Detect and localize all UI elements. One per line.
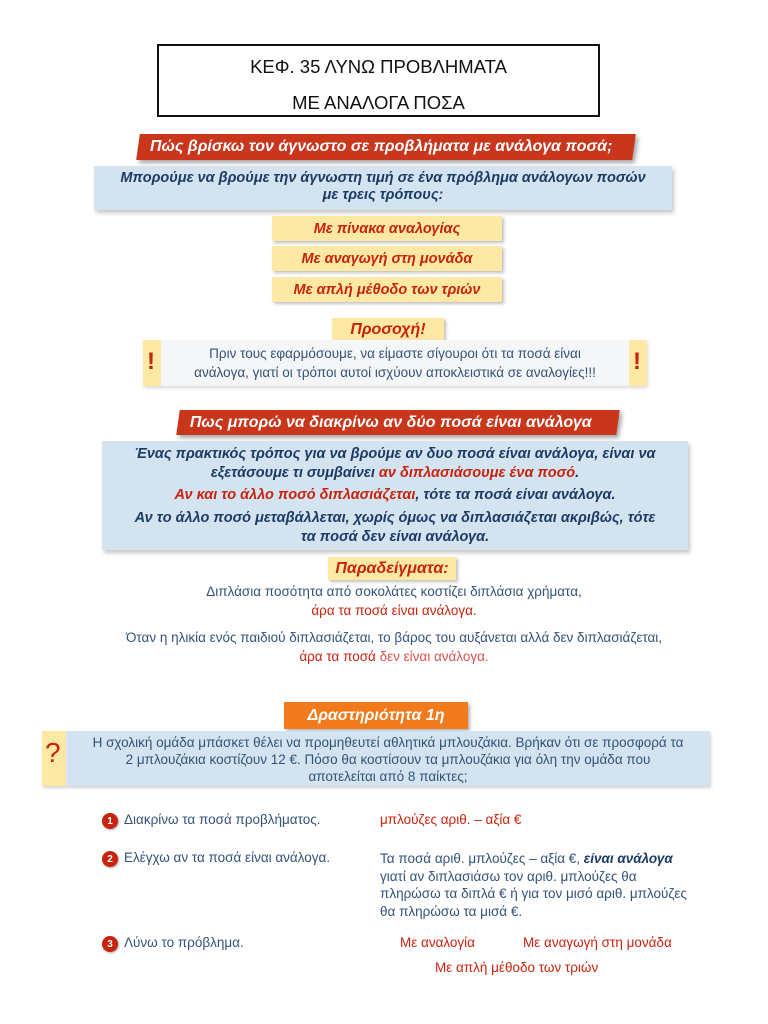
section1-heading: Πώς βρίσκω τον άγνωστο σε προβλήματα με ανάλογα ποσά; <box>136 134 636 160</box>
step-2-answer <box>380 850 710 920</box>
step-2-answer-line-3: πληρώσω τα διπλά € ή για τον μισό αριθ. μπλούζες <box>380 886 687 901</box>
p3-line-2: τα ποσά δεν είναι ανάλογα. <box>300 529 490 545</box>
activity-line-1: Η σχολική ομάδα μπάσκετ θέλει να προμηθευτεί αθλητικά μπλουζάκια. Βρήκαν ότι σε προσφορά τα <box>92 735 684 750</box>
step-2-answer-line-4: θα πληρώσω τα μισά €. <box>380 903 523 919</box>
step-2-answer-line-1: Τα ποσά αριθ. μπλούζες – αξία €, είναι ανάλογα <box>380 851 673 866</box>
p1-line-1: Ένας πρακτικός τρόπος για να βρούμε αν δυο ποσά είναι ανάλογα, είναι να <box>134 446 656 462</box>
intro-panel <box>94 166 672 210</box>
method-tag-unit: Με αναγωγή στη μονάδα <box>272 246 502 271</box>
p1-line-2: εξετάσουμε τι συμβαίνει αν διπλασιάσουμε ένα ποσό. <box>210 465 580 481</box>
example-2-line-2: άρα τα ποσά δεν είναι ανάλογα. <box>299 649 489 664</box>
activity-panel <box>42 731 710 786</box>
activity-heading: Δραστηριότητα 1η <box>284 702 468 729</box>
attention-text <box>163 344 627 382</box>
step-3-label: Λύνω το πρόβλημα. <box>124 935 244 950</box>
intro-line-1: Μπορούμε να βρούμε την άγνωστη τιμή σε ένα πρόβλημα ανάλογων ποσών <box>120 170 646 186</box>
attention-right-mark: ! <box>633 348 641 375</box>
step-1-label: Διακρίνω τα ποσά προβλήματος. <box>124 812 321 827</box>
example-2-line-1: Όταν η ηλικία ενός παιδιού διπλασιάζεται, το βάρος του αυξάνεται αλλά δεν διπλασιάζεται, <box>125 630 663 645</box>
section2-heading: Πως μπορώ να διακρίνω αν δύο ποσά είναι ανάλογα <box>176 410 620 435</box>
step-3-option-unit: Με αναγωγή στη μονάδα <box>523 935 672 950</box>
example-1-line-1: Διπλάσια ποσότητα από σοκολάτες κοστίζει διπλάσια χρήματα, <box>206 584 582 599</box>
step-3-badge: 3 <box>102 936 118 952</box>
question-mark-icon: ? <box>45 737 61 768</box>
p2-line: Αν και το άλλο ποσό διπλασιάζεται, τότε τα ποσά είναι ανάλογα. <box>174 487 616 503</box>
activity-text <box>68 734 708 785</box>
activity-line-2: 2 μπλουζάκια κοστίζουν 12 €. Πόσο θα κοστίσουν τα μπλουζάκια για όλη την ομάδα που <box>125 752 651 767</box>
attention-left-mark: ! <box>147 348 155 375</box>
step-2-answer-line-2: γιατί αν διπλασιάσω τον αριθ. μπλούζες θα <box>380 868 637 884</box>
attention-label: Προσοχή! <box>332 318 444 342</box>
intro-line-2: με τρεις τρόπους: <box>322 187 444 203</box>
step-1-badge: 1 <box>102 813 118 829</box>
step-3-option-proportion: Με αναλογία <box>400 935 475 950</box>
step-1-answer: μπλούζες αριθ. – αξία € <box>380 812 522 827</box>
page-title-line-2: ΜΕ ΑΝΑΛΟΓΑ ΠΟΣΑ <box>292 92 465 113</box>
examples-label: Παραδείγματα: <box>328 557 456 580</box>
method-tag-three: Με απλή μέθοδο των τριών <box>272 277 502 302</box>
example-1-line-2: άρα τα ποσά είναι ανάλογα. <box>311 603 477 618</box>
title-box <box>157 44 600 117</box>
step-2-label: Ελέγχω αν τα ποσά είναι ανάλογα. <box>124 850 331 865</box>
step-3-option-three: Με απλή μέθοδο των τριών <box>435 960 599 975</box>
example-1 <box>100 582 688 620</box>
step-2-badge: 2 <box>102 851 118 867</box>
method-tag-table: Με πίνακα αναλογίας <box>272 216 502 241</box>
attention-line-1: Πριν τους εφαρμόσουμε, να είμαστε σίγουροι ότι τα ποσά είναι <box>209 346 581 361</box>
section2-panel <box>102 441 688 550</box>
p3-line-1: Αν το άλλο ποσό μεταβάλλεται, χωρίς όμως να διπλασιάζεται ακριβώς, τότε <box>134 510 656 526</box>
example-2 <box>96 628 692 666</box>
attention-line-2: ανάλογα, γιατί οι τρόποι αυτοί ισχύουν αποκλειστικά σε αναλογίες!!! <box>194 365 596 380</box>
attention-panel <box>143 340 647 386</box>
page-title-line-1: ΚΕΦ. 35 ΛΥΝΩ ΠΡΟΒΛΗΜΑΤΑ <box>250 56 507 77</box>
activity-line-3: αποτελείται από 8 παίκτες; <box>308 769 468 784</box>
